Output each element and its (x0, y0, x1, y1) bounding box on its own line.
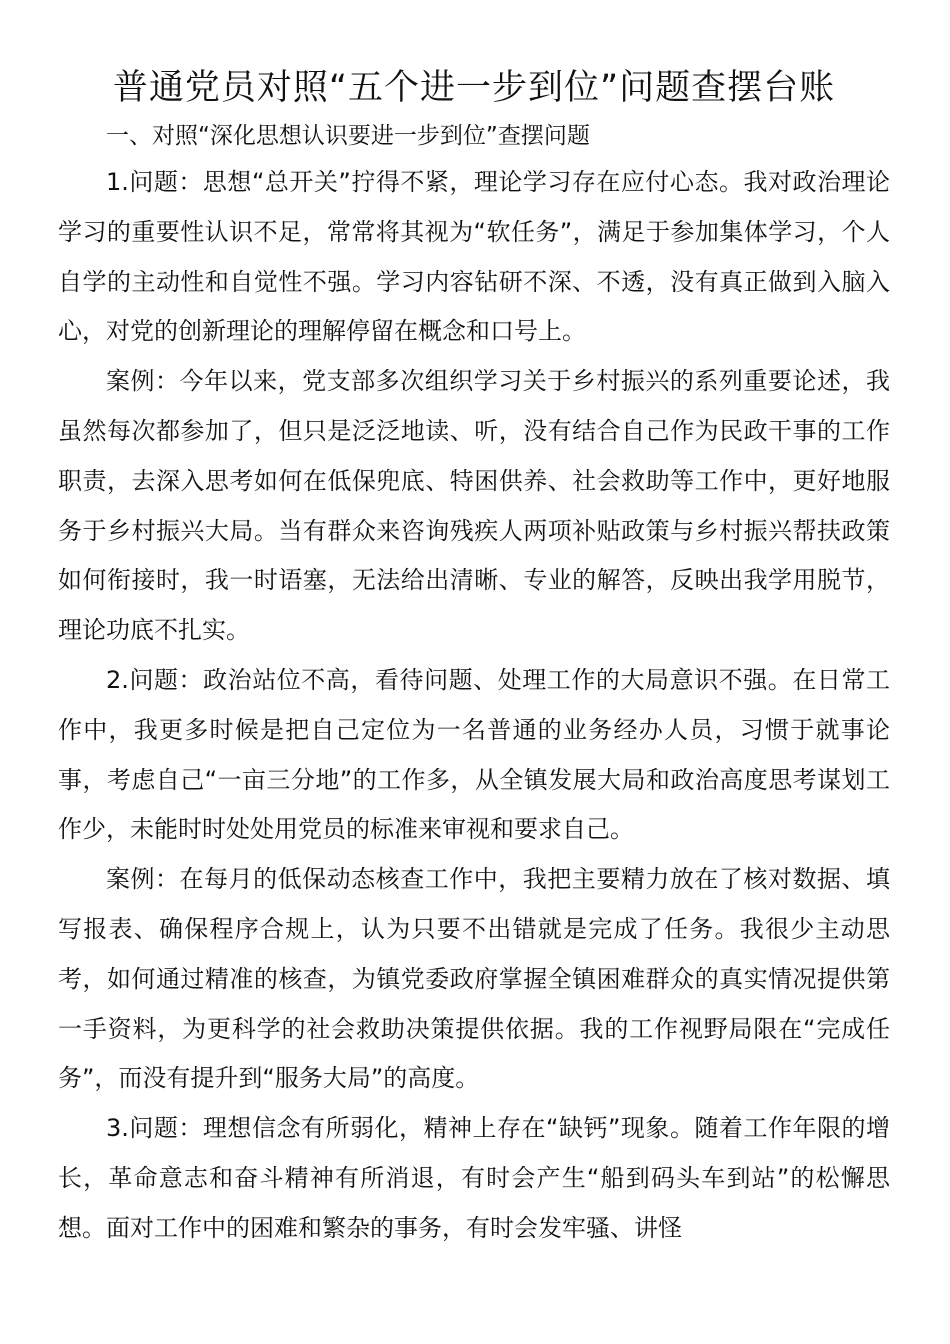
paragraph-problem-3: 3.问题：理想信念有所弱化，精神上存在“缺钙”现象。随着工作年限的增长，革命意志和奋斗精神有所消退，有时会产生“船到码头车到站”的松懈思想。面对工作中的困难和繁杂的事务，有时会发牢骚、讲怪 (58, 1114, 890, 1242)
paragraph-problem-1: 1.问题：思想“总开关”拧得不紧，理论学习存在应付心态。我对政治理论学习的重要性认识不足，常常将其视为“软任务”，满足于参加集体学习，个人自学的主动性和自觉性不强。学习内容钻研不深、不透，没有真正做到入脑入心，对党的创新理论的理解停留在概念和口号上。 (58, 168, 890, 346)
paragraph-case-1: 案例：今年以来，党支部多次组织学习关于乡村振兴的系列重要论述，我虽然每次都参加了，但只是泛泛地读、听，没有结合自己作为民政干事的工作职责，去深入思考如何在低保兜底、特困供养、社会救助等工作中，更好地服务于乡村振兴大局。当有群众来咨询残疾人两项补贴政策与乡村振兴帮扶政策如何衔接时，我一时语塞，无法给出清晰、专业的解答，反映出我学用脱节，理论功底不扎实。 (58, 367, 890, 645)
document-title: 普通党员对照“五个进一步到位”问题查摆台账 (112, 68, 836, 108)
section-heading: 一、对照“深化思想认识要进一步到位”查摆问题 (106, 123, 590, 149)
paragraph-case-2: 案例：在每月的低保动态核查工作中，我把主要精力放在了核对数据、填写报表、确保程序合规上，认为只要不出错就是完成了任务。我很少主动思考，如何通过精准的核查，为镇党委政府掌握全镇困难群众的真实情况提供第一手资料，为更科学的社会救助决策提供依据。我的工作视野局限在“完成任务”，而没有提升到“服务大局”的高度。 (58, 865, 890, 1093)
paragraph-problem-2: 2.问题：政治站位不高，看待问题、处理工作的大局意识不强。在日常工作中，我更多时候是把自己定位为一名普通的业务经办人员，习惯于就事论事，考虑自己“一亩三分地”的工作多，从全镇发展大局和政治高度思考谋划工作少，未能时时处处用党员的标准来审视和要求自己。 (58, 665, 890, 844)
